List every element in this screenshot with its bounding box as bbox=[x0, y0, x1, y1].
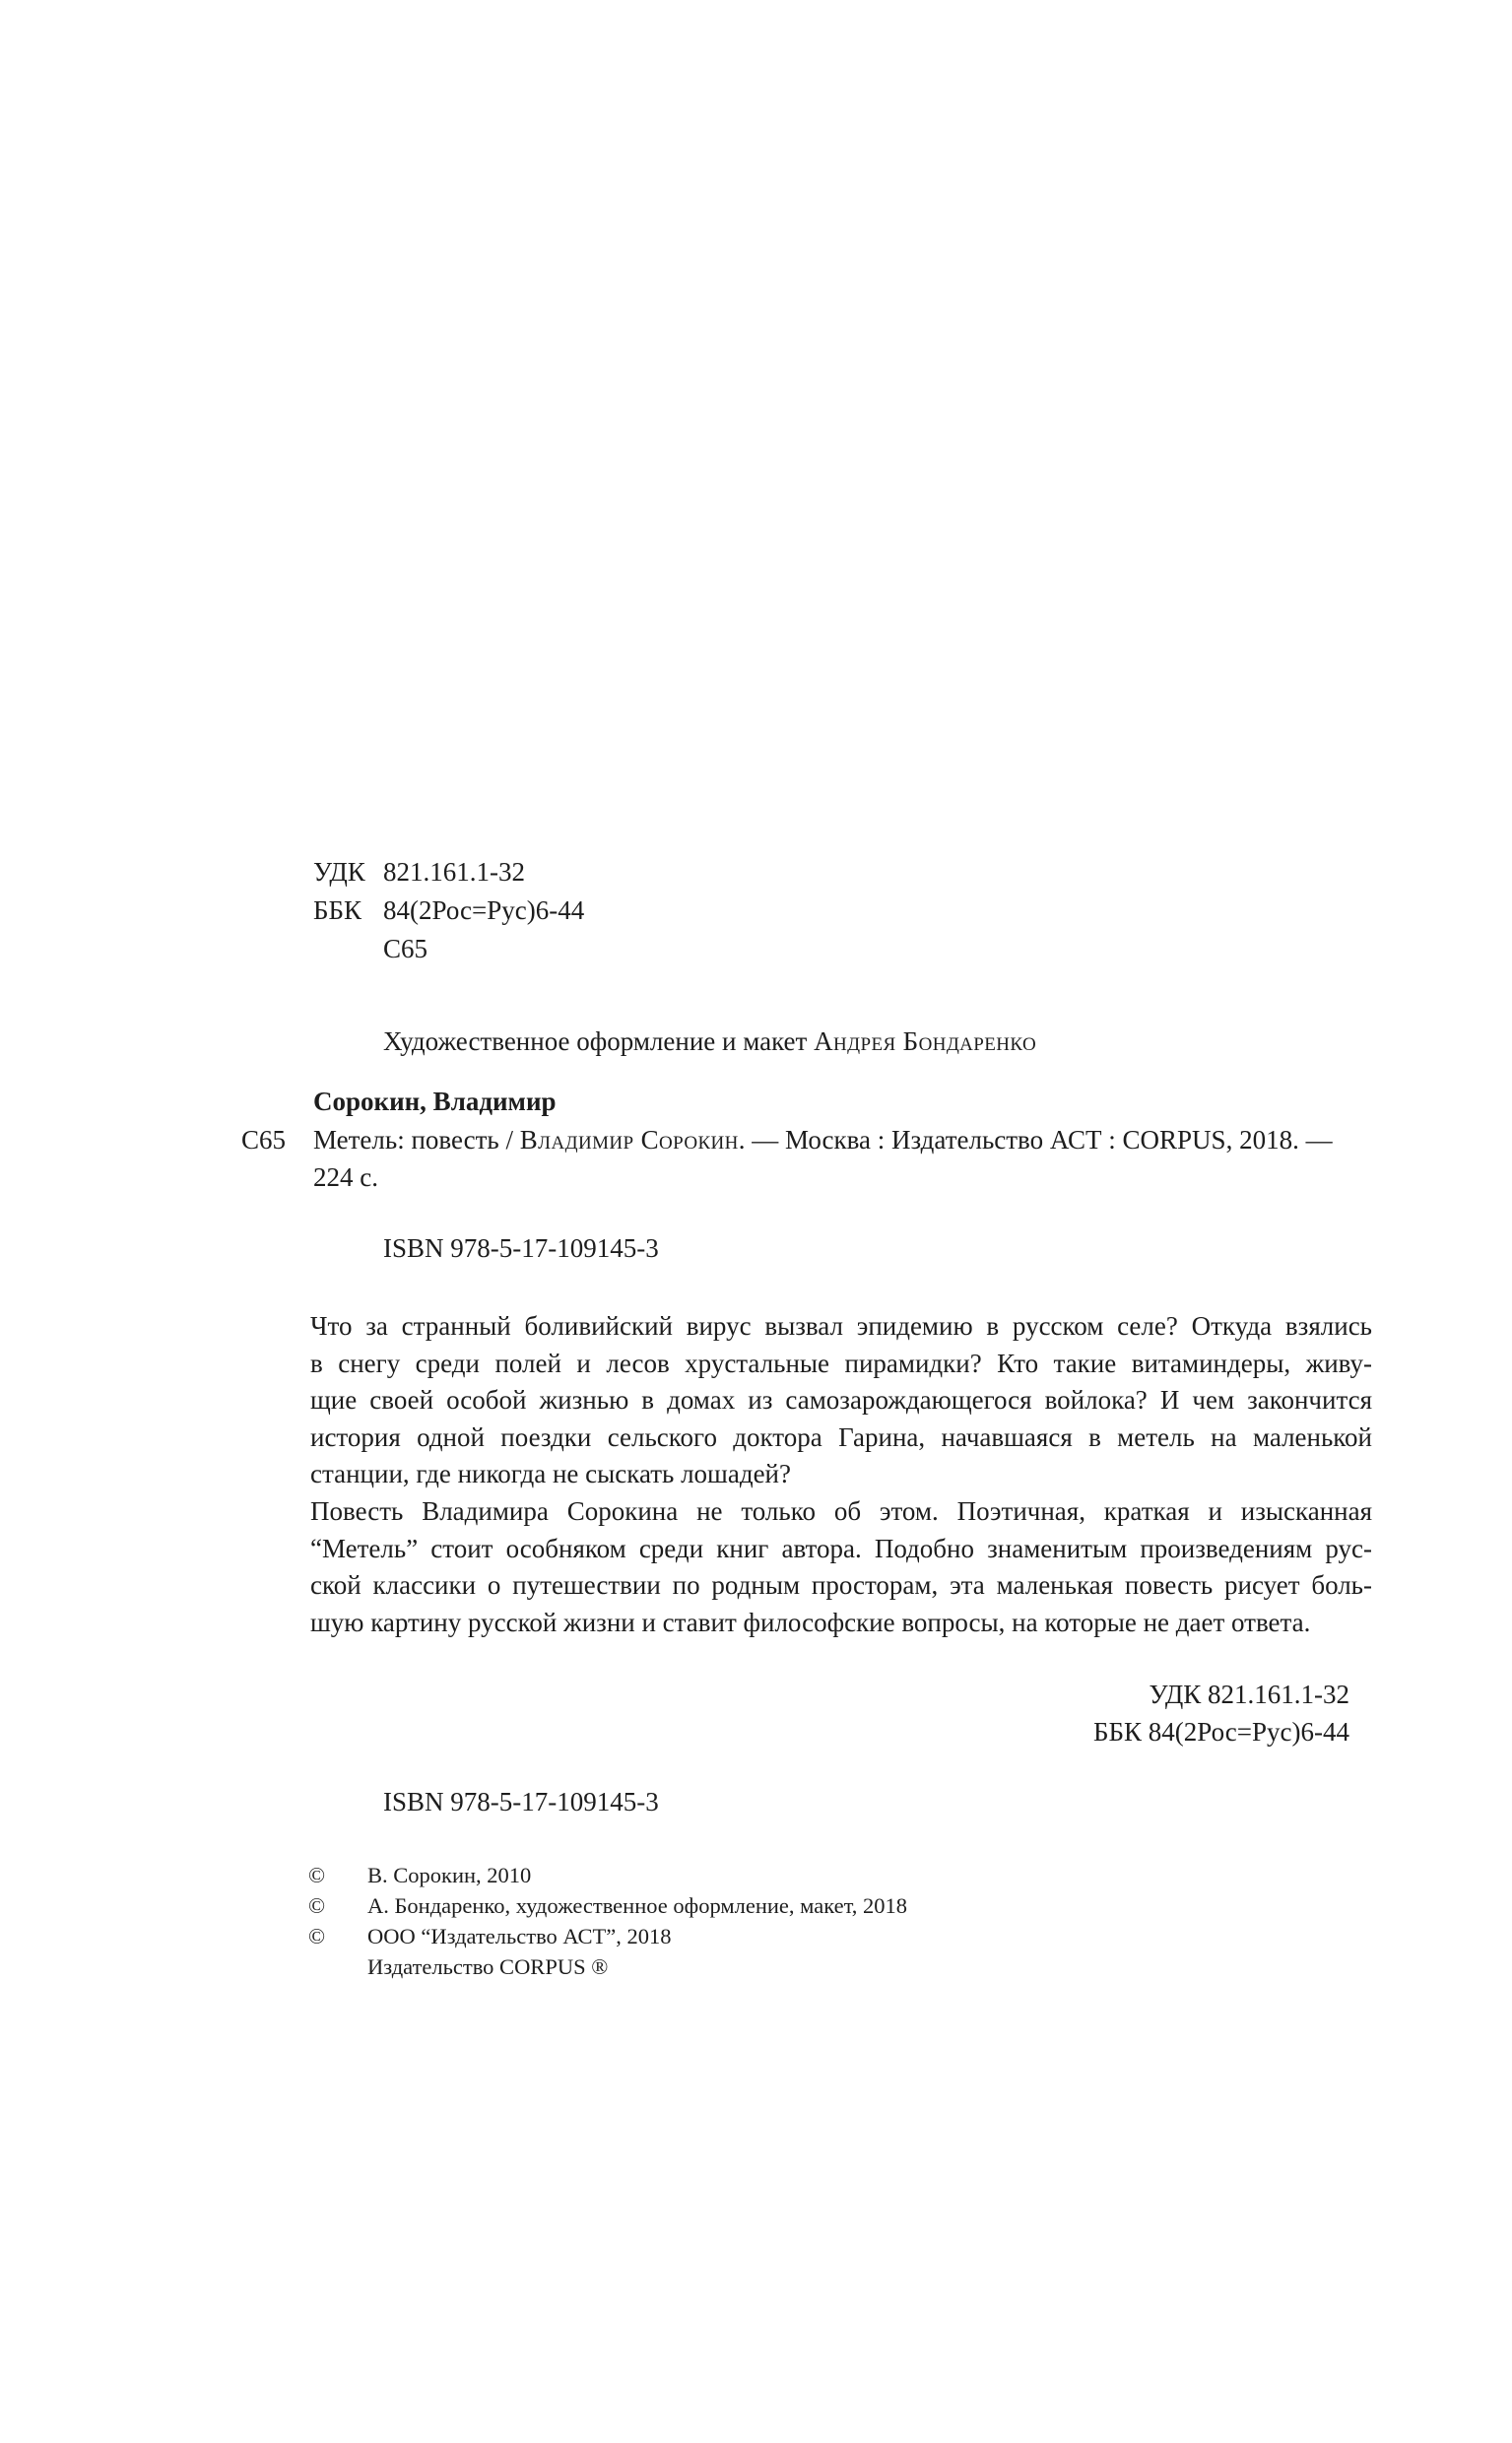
design-credit-line bbox=[383, 1023, 1036, 1060]
bbk-row bbox=[313, 891, 584, 930]
annotation-line: Повесть Владимира Сорокина не только об этом. Поэтичная, краткая и изысканная bbox=[310, 1495, 1372, 1526]
copyright-row bbox=[308, 1890, 907, 1921]
catalog-entry-description-line2: 224 с. bbox=[313, 1162, 378, 1192]
author-sign-row bbox=[313, 930, 584, 968]
catalog-entry bbox=[313, 1083, 1375, 1197]
annotation-line: ской классики о путешествии по родным просторам, эта маленькая повесть рисует боль- bbox=[310, 1570, 1372, 1601]
copyright-text: А. Бондаренко, художественное оформление, макет, 2018 bbox=[367, 1893, 907, 1918]
classification-right bbox=[310, 1677, 1349, 1750]
udk-value: 821.161.1-32 bbox=[383, 857, 525, 887]
annotation-line: история одной поездки сельского доктора Гарина, начавшаяся в метель на маленькой bbox=[310, 1421, 1372, 1452]
cataloging-block bbox=[313, 853, 584, 968]
copyright-text: ООО “Издательство АСТ”, 2018 bbox=[367, 1924, 672, 1948]
annotation bbox=[310, 1308, 1372, 1641]
annotation-line: “Метель” стоит особняком среди книг автора. Подобно знаменитым произведениям рус- bbox=[310, 1533, 1372, 1563]
catalog-entry-title: Метель: повесть / bbox=[313, 1124, 520, 1155]
copyright-symbol: © bbox=[308, 1924, 326, 1948]
author-sign-value: С65 bbox=[383, 934, 428, 963]
udk-right: УДК 821.161.1-32 bbox=[1149, 1680, 1349, 1709]
copyright-text: Издательство CORPUS ® bbox=[367, 1954, 609, 1979]
annotation-line: станции, где никогда не сыскать лошадей? bbox=[310, 1459, 791, 1489]
copyright-block bbox=[308, 1860, 907, 1982]
udk-label: УДК bbox=[313, 857, 365, 887]
annotation-line: шую картину русской жизни и ставит философские вопросы, на которые не дает ответа. bbox=[310, 1607, 1311, 1637]
isbn-top: ISBN 978-5-17-109145-3 bbox=[383, 1233, 659, 1263]
bbk-right: ББК 84(2Рос=Рус)6-44 bbox=[1093, 1716, 1349, 1747]
design-credit-designer: Андрея Бондаренко bbox=[814, 1026, 1037, 1056]
design-credit-text: Художественное оформление и макет bbox=[383, 1026, 815, 1056]
copyright-row bbox=[308, 1860, 907, 1890]
copyright-row bbox=[308, 1951, 907, 1982]
annotation-line: в снегу среди полей и лесов хрустальные пирамидки? Кто такие витаминдеры, живу- bbox=[310, 1348, 1372, 1378]
catalog-entry-imprint: . — Москва : Издательство АСТ : CORPUS, 2018. — bbox=[738, 1124, 1333, 1155]
catalog-entry-description-line1 bbox=[313, 1121, 1375, 1159]
bbk-value: 84(2Рос=Рус)6-44 bbox=[383, 895, 585, 925]
annotation-line: щие своей особой жизнью в домах из самозарождающегося войлока? И чем закончится bbox=[310, 1385, 1372, 1416]
copyright-row bbox=[308, 1921, 907, 1951]
catalog-entry-author: Сорокин, Владимир bbox=[313, 1087, 557, 1116]
copyright-text: В. Сорокин, 2010 bbox=[367, 1863, 532, 1887]
copyright-symbol: © bbox=[308, 1863, 326, 1887]
catalog-entry-author-smallcaps: Владимир Сорокин bbox=[519, 1124, 739, 1155]
udk-row bbox=[313, 853, 584, 891]
isbn-bottom: ISBN 978-5-17-109145-3 bbox=[383, 1787, 659, 1816]
annotation-line: Что за странный боливийский вирус вызвал эпидемию в русском селе? Откуда взялись bbox=[310, 1311, 1372, 1341]
copyright-symbol: © bbox=[308, 1893, 326, 1918]
bbk-label: ББК bbox=[313, 895, 362, 925]
margin-author-sign: С65 bbox=[241, 1125, 287, 1155]
